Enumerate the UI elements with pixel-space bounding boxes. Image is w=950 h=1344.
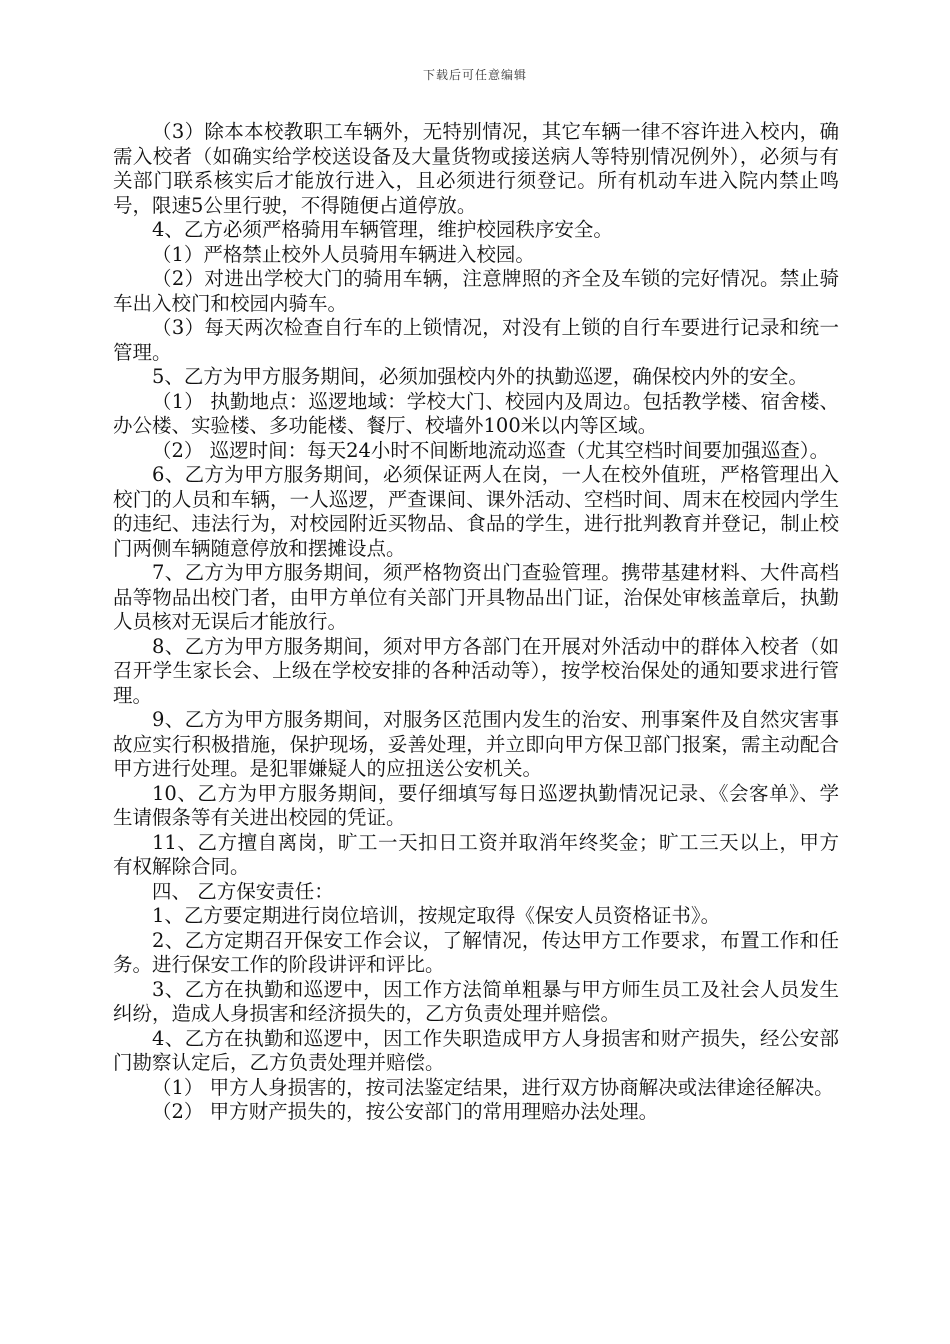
paragraph: （1） 甲方人身损害的，按司法鉴定结果，进行双方协商解决或法律途径解决。 bbox=[152, 1075, 834, 1099]
paragraph: 2、乙方定期召开保安工作会议，了解情况，传达甲方工作要求，布置工作和任务。进行保安工作的阶段讲评和评比。 bbox=[113, 928, 839, 976]
paragraph: （3）每天两次检查自行车的上锁情况，对没有上锁的自行车要进行记录和统一管理。 bbox=[113, 316, 839, 364]
paragraph: 7、乙方为甲方服务期间，须严格物资出门查验管理。携带基建材料、大件高档品等物品出校门者，由甲方单位有关部门开具物品出门证，治保处审核盖章后，执勤人员核对无误后才能放行。 bbox=[113, 561, 839, 633]
paragraph: 3、乙方在执勤和巡逻中，因工作方法简单粗暴与甲方师生员工及社会人员发生纠纷，造成人身损害和经济损失的，乙方负责处理并赔偿。 bbox=[113, 977, 839, 1025]
document-body bbox=[113, 120, 839, 1125]
paragraph: 11、乙方擅自离岗，旷工一天扣日工资并取消年终奖金；旷工三天以上，甲方有权解除合同。 bbox=[113, 830, 839, 878]
paragraph: 6、乙方为甲方服务期间，必须保证两人在岗，一人在校外值班，严格管理出入校门的人员和车辆，一人巡逻，严查课间、课外活动、空档时间、周末在校园内学生的违纪、违法行为，对校园附近买物品、食品的学生，进行批判教育并登记，制止校门两侧车辆随意停放和摆摊设点。 bbox=[113, 463, 839, 560]
paragraph: （2） 巡逻时间：每天24小时不间断地流动巡查（尤其空档时间要加强巡查）。 bbox=[152, 438, 830, 462]
page-header: 下载后可任意编辑 bbox=[422, 68, 527, 82]
paragraph: 8、乙方为甲方服务期间，须对甲方各部门在开展对外活动中的群体入校者（如召开学生家长会、上级在学校安排的各种活动等），按学校治保处的通知要求进行管理。 bbox=[113, 634, 839, 707]
paragraph: 4、乙方必须严格骑用车辆管理，维护校园秩序安全。 bbox=[152, 218, 613, 241]
paragraph: （2）对进出学校大门的骑用车辆，注意牌照的齐全及车锁的完好情况。禁止骑车出入校门和校园内骑车。 bbox=[113, 267, 839, 315]
paragraph: 4、乙方在执勤和巡逻中，因工作失职造成甲方人身损害和财产损失，经公安部门勘察认定后，乙方负责处理并赔偿。 bbox=[113, 1026, 839, 1074]
paragraph: 9、乙方为甲方服务期间，对服务区范围内发生的治安、刑事案件及自然灾害事故应实行积极措施，保护现场，妥善处理，并立即向甲方保卫部门报案，需主动配合甲方进行处理。是犯罪嫌疑人的应扭送公安机关。 bbox=[113, 708, 839, 780]
paragraph: 10、乙方为甲方服务期间，要仔细填写每日巡逻执勤情况记录、《会客单》、学生请假条等有关进出校园的凭证。 bbox=[113, 781, 839, 829]
paragraph: 1、乙方要定期进行岗位培训，按规定取得《保安人员资格证书》。 bbox=[152, 904, 721, 927]
paragraph: （1）严格禁止校外人员骑用车辆进入校园。 bbox=[152, 242, 535, 266]
paragraph: 四、 乙方保安责任： bbox=[152, 879, 334, 903]
paragraph: （1） 执勤地点：巡逻地域：学校大门、校园内及周边。包括教学楼、宿舍楼、办公楼、实验楼、多功能楼、餐厅、校墙外100米以内等区域。 bbox=[113, 389, 839, 437]
paragraph: （2） 甲方财产损失的，按公安部门的常用理赔办法处理。 bbox=[152, 1100, 659, 1123]
paragraph: 5、乙方为甲方服务期间，必须加强校内外的执勤巡逻，确保校内外的安全。 bbox=[152, 365, 808, 388]
paragraph: （3）除本本校教职工车辆外，无特别情况，其它车辆一律不容许进入校内，确需入校者（如确实给学校送设备及大量货物或接送病人等特别情况例外），必须与有关部门联系核实后才能放行进入，且必须进行须登记。所有机动车进入院内禁止鸣号，限速5公里行驶，不得随便占道停放。 bbox=[113, 120, 839, 217]
